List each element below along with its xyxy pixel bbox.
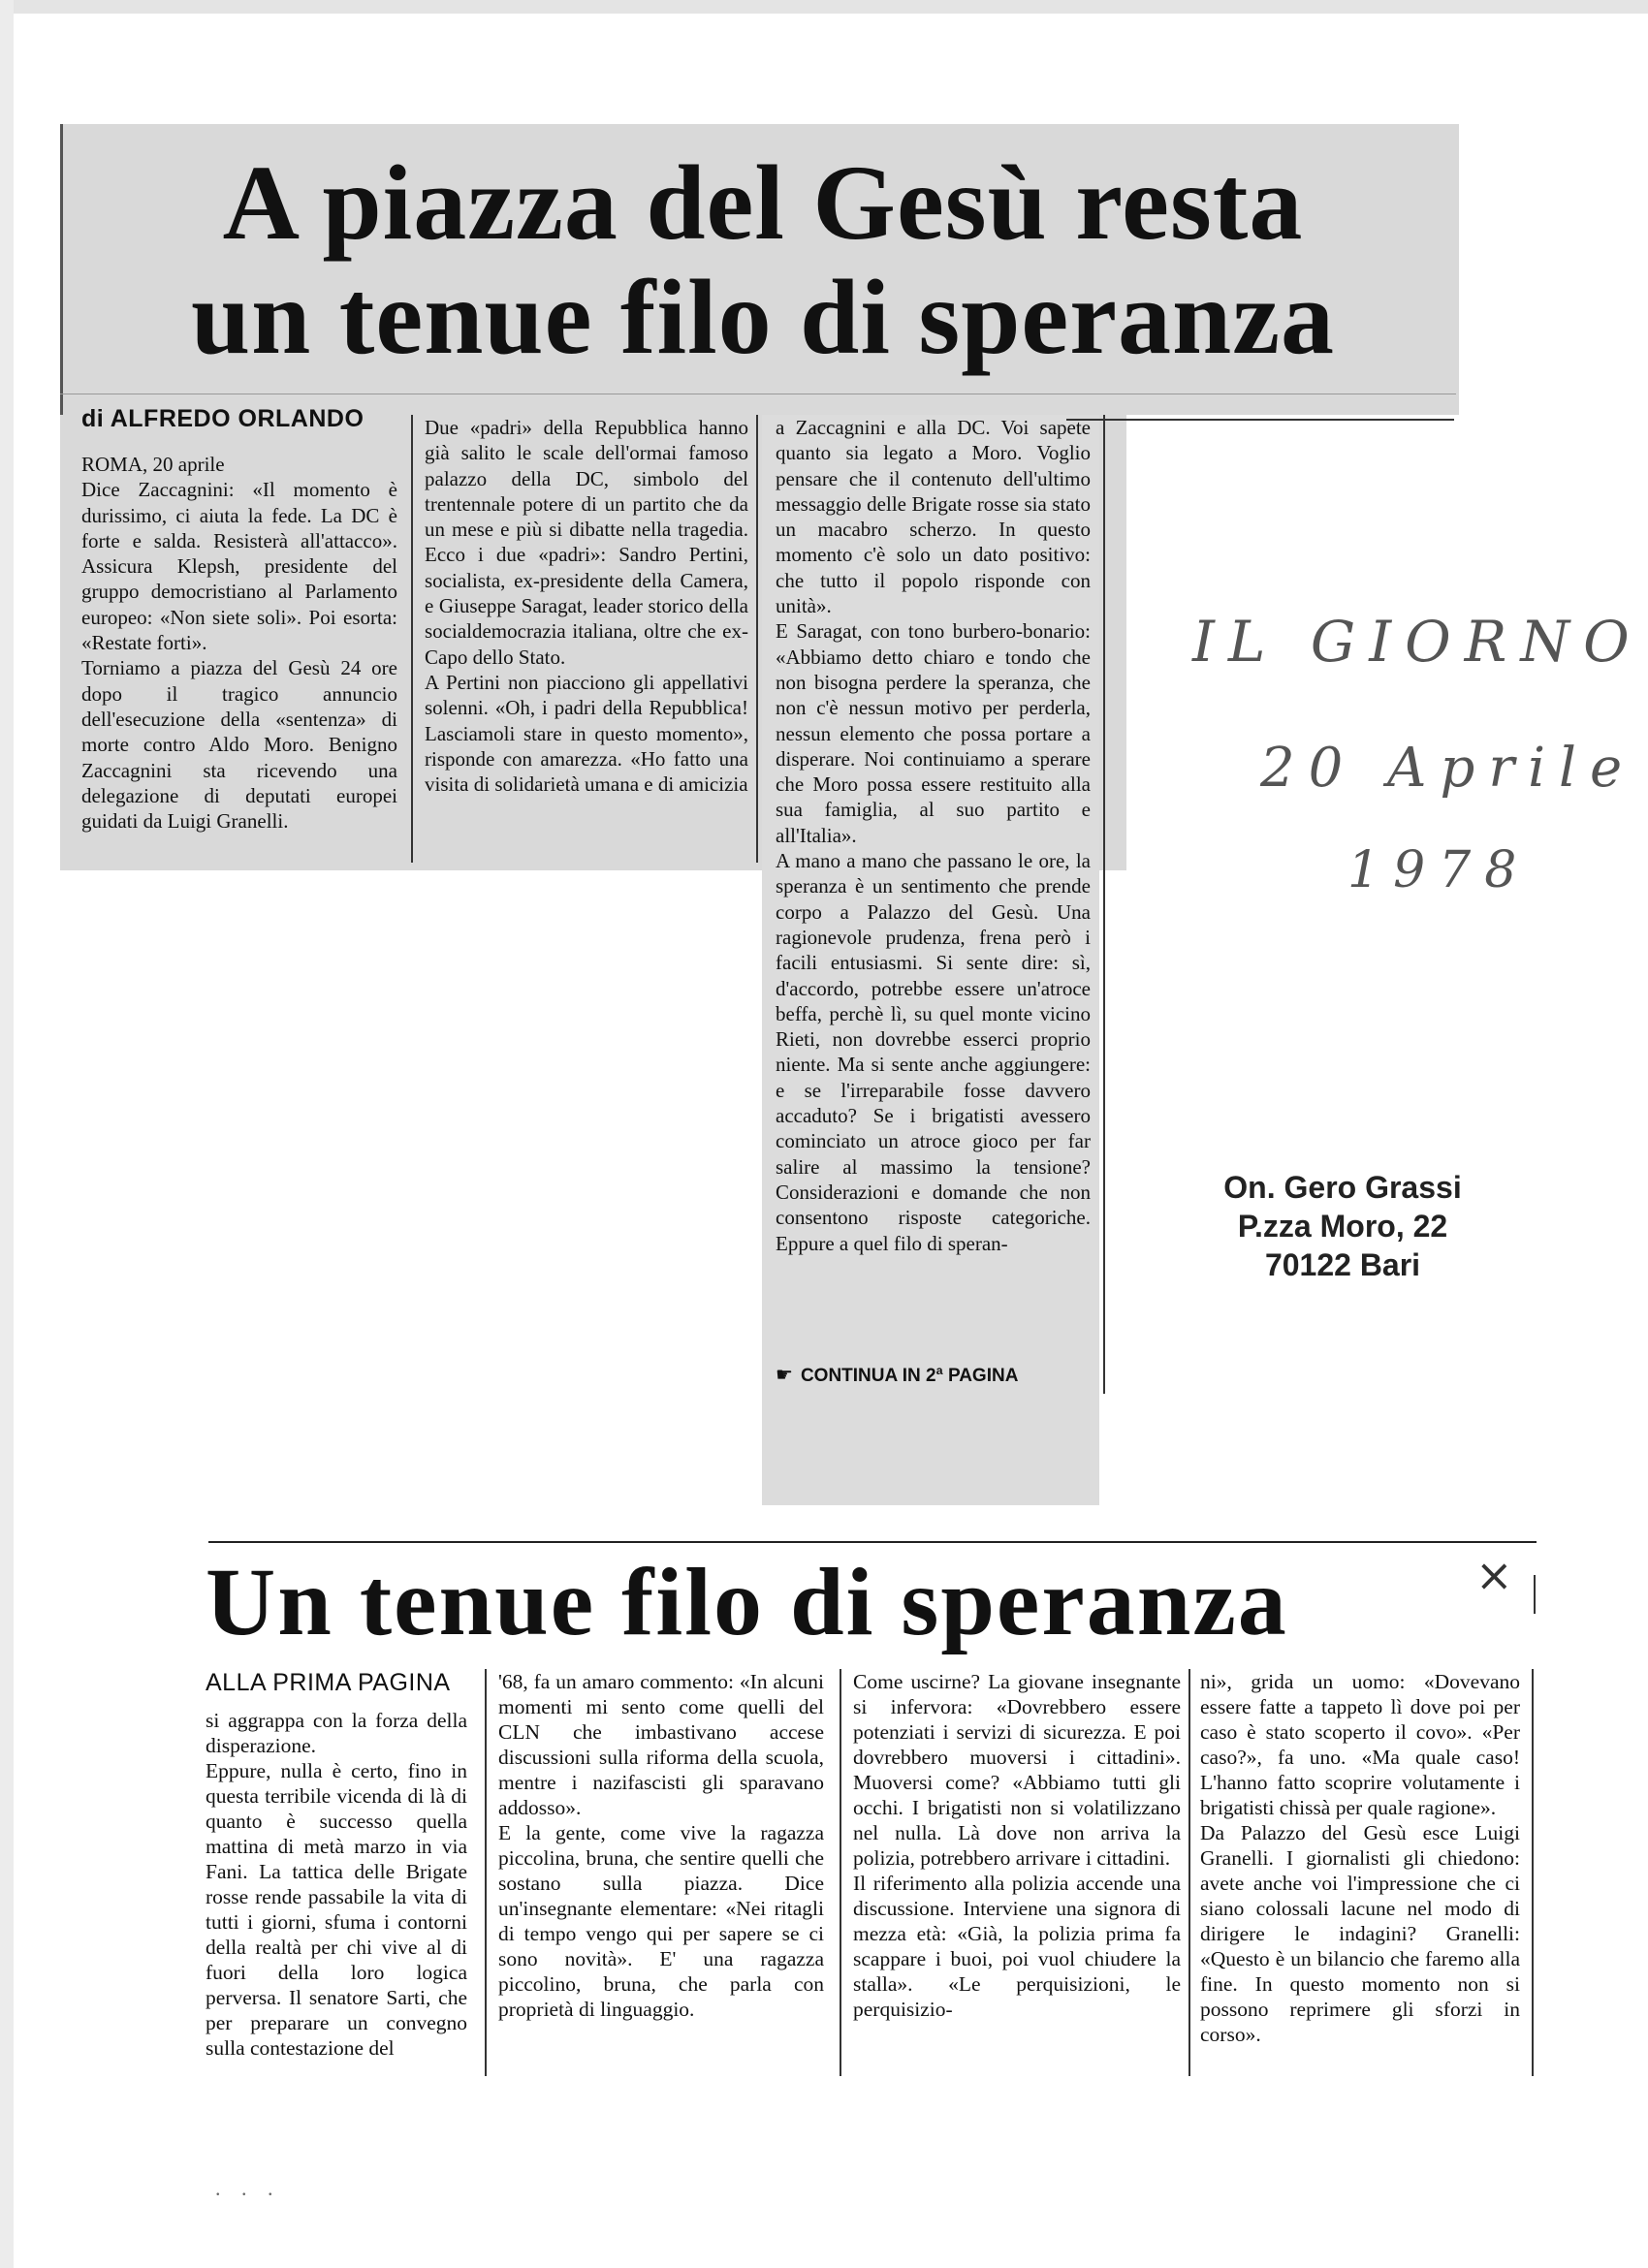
stamp-city: 70122 Bari: [1264, 1247, 1421, 1282]
clipping2-right-edge: [1534, 1575, 1536, 1614]
scan-top-edge: [0, 0, 1648, 14]
headline-line1: A piazza del Gesù resta: [222, 143, 1304, 262]
article2-column1: si aggrappa con la forza della disperazione. Eppure, nulla è certo, fino in questa terribile vicenda di là di quanto è successo quella mattina di metà marzo in via Fani. La tattica delle Brigate rosse rende passabile la vita di tutti i giorni, sfuma i contorni della realtà per chi vive al di fuori della loro logica perversa. Il senatore Sarti, che per preparare un convegno sulla contestazione del: [206, 1709, 467, 2060]
address-stamp: [1158, 1168, 1527, 1284]
handwritten-newspaper-name: IL GIORNO: [1192, 609, 1643, 675]
clipping1-headline: [70, 145, 1456, 374]
pointing-hand-icon: ☛: [776, 1365, 793, 1386]
article1-column1: ROMA, 20 aprile Dice Zaccagnini: «Il momento è durissimo, ci aiuta la fede. La DC è forte e salda. Resisterà all'attacco». Assicura Klepsh, presidente del gruppo democristiano al Parlamento europeo: «Non siete soli». Poi esorta: «Restate forti». Torniamo a piazza del Gesù 24 ore dopo il tragico annuncio dell'esecuzione della «sentenza» di morte contro Aldo Moro. Benigno Zaccagnini sta ricevendo una delegazione di deputati europei guidati da Luigi Granelli.: [81, 453, 397, 834]
headline-line2: un tenue filo di speranza: [190, 258, 1336, 376]
continua-label: CONTINUA IN 2ª PAGINA: [800, 1366, 1019, 1386]
handwritten-date: 20 Aprile: [1260, 737, 1636, 800]
column-rule-3: [1103, 415, 1105, 1394]
top-right-rule: [1066, 419, 1454, 421]
article2-column3: Come uscirne? La giovane insegnante si infervora: «Dovrebbero essere potenziati i servizi di sicurezza. E poi dovrebbero muoversi i cittadini». Muoversi come? «Abbiamo tutti gli occhi. I brigatisti non si volatilizzano nel nulla. Là dove non arriva la polizia, potrebbero arrivare i cittadini. Il riferimento alla polizia accende una discussione. Interviene una signora di mezza età: «Già, la polizia prima fa scappare i buoi, poi vuol chiudere la stalla». «Le perquisizioni, le perquisizio-: [853, 1670, 1181, 2021]
article1-column3: a Zaccagnini e alla DC. Voi sapete quanto sia legato a Moro. Voglio pensare che il contenuto dell'ultimo messaggio delle Brigate rosse sia stato un macabro scherzo. In questo momento c'è solo un dato positivo: che tutto il popolo risponde con unità». E Saragat, con tono burbero-bonario: «Abbiamo detto chiaro e tondo che non bisogna perdere la speranza, che non c'è nessun motivo per perderla, nessun elemento che possa portare a disperare. Noi continuiamo a sperare che Moro possa essere restituito alla sua famiglia, al suo partito e all'Italia». A mano a mano che passano le ore, la speranza è un sentimento che prende corpo a Palazzo del Gesù. Una ragionevole prudenza, frena però i facili entusiasmi. Si sente dire: sì, d'accordo, potrebbe essere un'atroce beffa, perchè lì, su quel monte vicino Rieti, non dovrebbe esserci proprio niente. Ma si sente anche aggiungere: e se l'irreparabile fosse davvero accaduto? Se i brigatisti avessero cominciato un atroce gioco per far salire al massimo la tensione? Considerazioni e domande che non consentono risposte categoriche. Eppure a quel filo di speran-: [776, 416, 1091, 1255]
column-rule-4: [485, 1669, 487, 2076]
column-rule-1: [411, 415, 413, 863]
column-rule-6: [1188, 1669, 1190, 2076]
clipping2-right-rule: [1532, 1669, 1534, 2076]
handwritten-x-mark: ×: [1475, 1549, 1513, 1601]
scan-dots: . . .: [215, 2176, 281, 2200]
handwritten-year: 1978: [1347, 841, 1531, 899]
article2-column4: ni», grida un uomo: «Dovevano essere fatte a tappeto lì dove poi per caso è stato scoperto il covo». «Per caso?», fa uno. «Ma quale caso! L'hanno fatto scoprire volutamente i brigatisti chissà per quale ragione». Da Palazzo del Gesù esce Luigi Granelli. I giornalisti gli chiedono: avete anche voi l'impressione che ci siano colossali lacune nel modo di dirigere le indagini? Granelli: «Questo è un bilancio che faremo alla fine. In questo momento non si possono reprimere gli sforzi in corso».: [1200, 1670, 1520, 2046]
clipping2-headline: Un tenue filo di speranza: [206, 1548, 1288, 1655]
article1-column2: Due «padri» della Repubblica hanno già salito le scale dell'ormai famoso palazzo della DC, simbolo del trentennale potere di un partito che da un mese e più si dibatte nella tragedia. Ecco i due «padri»: Sandro Pertini, socialista, ex-presidente della Camera, e Giuseppe Saragat, leader storico della socialdemocrazia italiana, oltre che ex-Capo dello Stato. A Pertini non piacciono gli appellativi solenni. «Oh, i padri della Repubblica! Lasciamoli stare in questo momento», risponde con amarezza. «Ho fatto una visita di solidarietà umana e di amicizia: [425, 416, 748, 797]
continua-note: [776, 1363, 1095, 1387]
stamp-street: P.zza Moro, 22: [1237, 1209, 1448, 1244]
continued-from-kicker: ALLA PRIMA PAGINA: [206, 1669, 451, 1696]
article2-column2: '68, fa un amaro commento: «In alcuni momenti mi sento come quelli del CLN che imbastivano accese discussioni sulla riforma della scuola, mentre i nazifascisti gli sparavano addosso». E la gente, come vive la ragazza piccolina, bruna, che sentire quelli che sostano sulla piazza. Dice un'insegnante elementare: «Nei ritagli di tempo vengo qui per sapere se ci sono novità». E' una ragazza piccolino, bruna, che parla con proprietà di linguaggio.: [498, 1670, 824, 2021]
column-rule-2: [756, 415, 758, 863]
scan-left-edge: [0, 0, 14, 2268]
clipping2-top-rule: [208, 1541, 1537, 1543]
byline: di ALFREDO ORLANDO: [81, 405, 364, 432]
column-rule-5: [840, 1669, 841, 2076]
stamp-name: On. Gero Grassi: [1223, 1170, 1462, 1205]
